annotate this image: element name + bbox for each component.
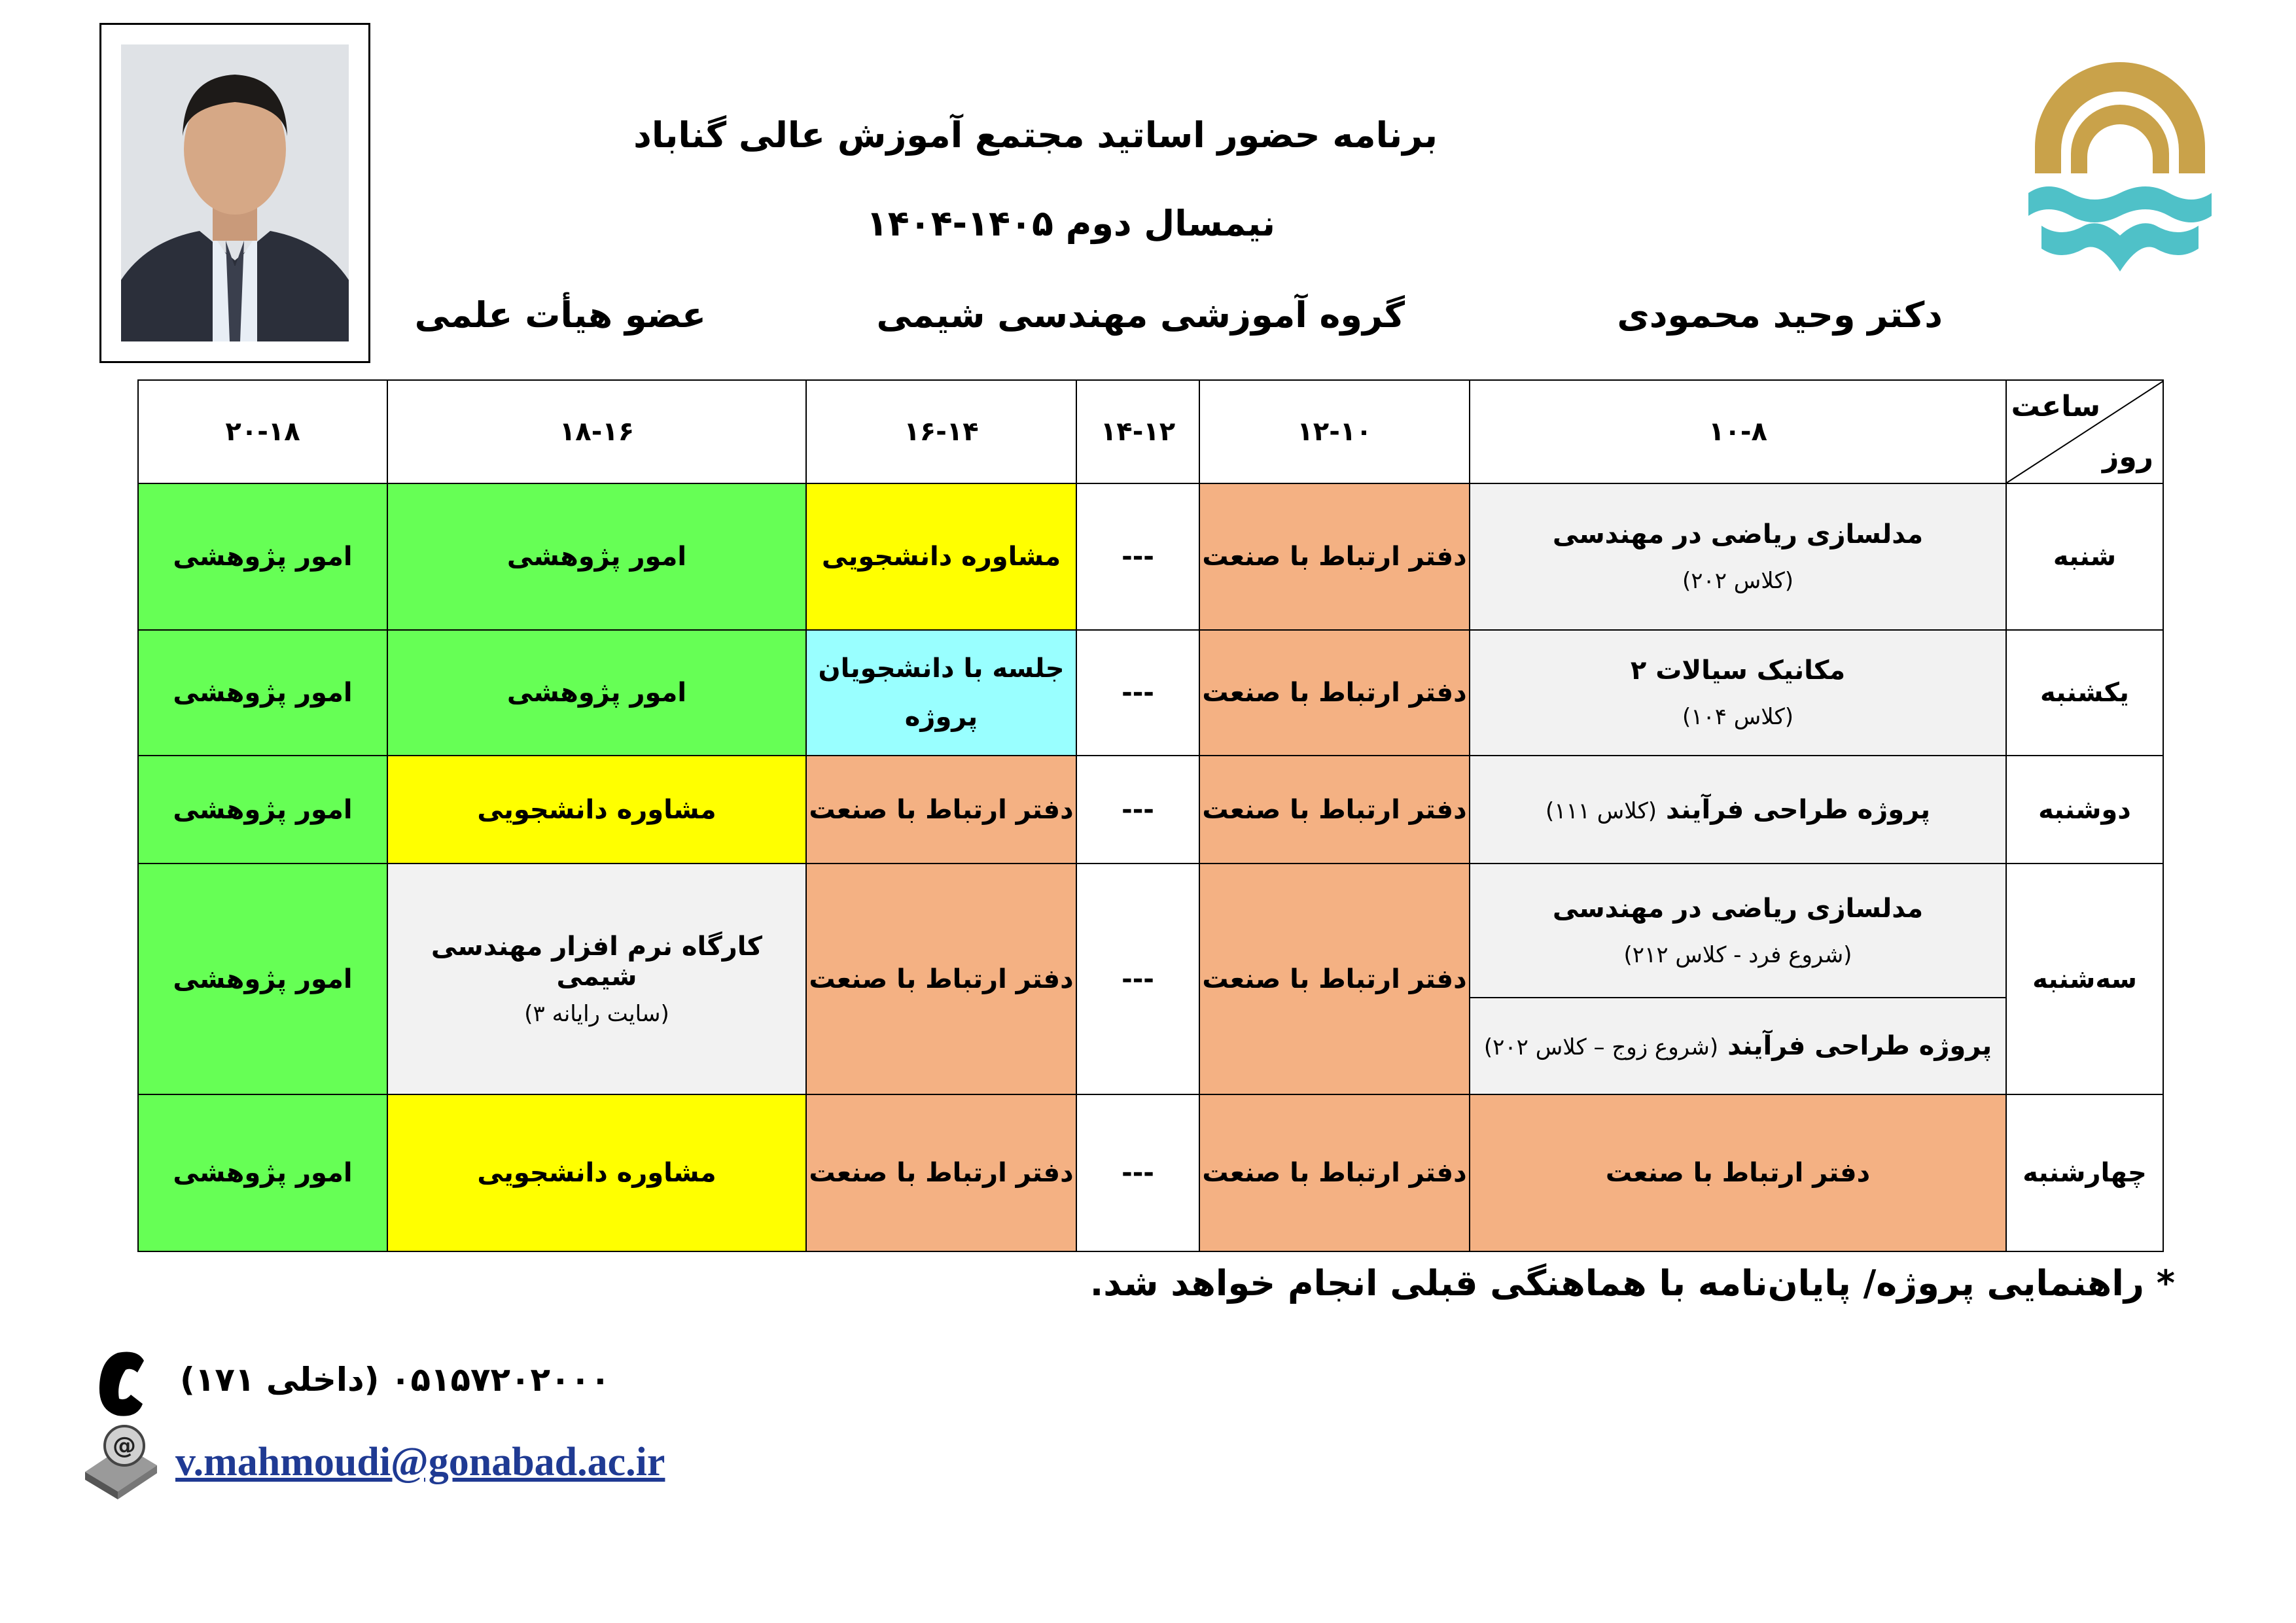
day-cell: سه‌شنبه <box>2006 864 2163 1094</box>
slot-8-10-even <box>1470 998 2006 1094</box>
slot-8-10 <box>1470 483 2006 630</box>
slot-8-10: دفتر ارتباط با صنعت <box>1470 1094 2006 1251</box>
profile-photo <box>99 23 370 363</box>
supervision-note: * راهنمایی پروژه/ پایان‌نامه با هماهنگی قبلی انجام خواهد شد. <box>1089 1263 2175 1304</box>
slot-14-16: دفتر ارتباط با صنعت <box>806 756 1076 864</box>
slot-10-12: دفتر ارتباط با صنعت <box>1199 483 1470 630</box>
meeting-line-2: پروژه <box>904 702 978 732</box>
corner-day-label: روز <box>2102 440 2153 474</box>
instructor-name: دکتر وحید محمودی <box>1617 294 1943 336</box>
schedule-table <box>137 379 2164 1252</box>
slot-10-12: دفتر ارتباط با صنعت <box>1199 630 1470 756</box>
corner-header <box>2006 380 2163 483</box>
course-name: مدلسازی ریاضی در مهندسی <box>1552 893 1924 924</box>
slot-16-18 <box>387 864 806 1094</box>
slot-14-16: دفتر ارتباط با صنعت <box>806 1094 1076 1251</box>
slot-18-20: امور پژوهشی <box>138 1094 387 1251</box>
col-header-12-14: ۱۴-۱۲ <box>1076 380 1199 483</box>
course-name: مدلسازی ریاضی در مهندسی <box>1552 519 1924 550</box>
workshop-name: کارگاه نرم افزار مهندسی شیمی <box>431 931 763 992</box>
course-name: پروژه طراحی فرآیند <box>1727 1031 1992 1061</box>
slot-12-14: --- <box>1076 1094 1199 1251</box>
slot-12-14: --- <box>1076 483 1199 630</box>
col-header-14-16: ۱۶-۱۴ <box>806 380 1076 483</box>
course-name: پروژه طراحی فرآیند <box>1666 794 1931 825</box>
semester-label: نیمسال دوم ۱۴۰۵-۱۴۰۴ <box>866 203 1275 244</box>
workshop-room: (سایت رایانه ۳) <box>524 1000 669 1027</box>
slot-16-18: مشاوره دانشجویی <box>387 756 806 864</box>
page-title: برنامه حضور اساتید مجتمع آموزش عالی گناباد <box>633 114 1438 156</box>
email-link[interactable]: v.mahmoudi@gonabad.ac.ir <box>175 1440 665 1484</box>
corner-hour-label: ساعت <box>2011 390 2100 423</box>
row-monday <box>138 756 2163 864</box>
svg-text:@: @ <box>113 1433 136 1459</box>
slot-18-20: امور پژوهشی <box>138 630 387 756</box>
meeting-line-1: جلسه با دانشجویان <box>818 654 1065 684</box>
slot-10-12: دفتر ارتباط با صنعت <box>1199 1094 1470 1251</box>
slot-8-10 <box>1470 630 2006 756</box>
slot-8-10-odd <box>1470 864 2006 998</box>
slot-10-12: دفتر ارتباط با صنعت <box>1199 864 1470 1094</box>
slot-8-10 <box>1470 756 2006 864</box>
row-tuesday-a <box>138 864 2163 998</box>
slot-14-16 <box>806 630 1076 756</box>
slot-14-16: مشاوره دانشجویی <box>806 483 1076 630</box>
course-room: (کلاس ۱۱۱) <box>1545 797 1657 824</box>
slot-18-20: امور پژوهشی <box>138 756 387 864</box>
day-cell: یکشنبه <box>2006 630 2163 756</box>
course-room: (کلاس ۲۰۲) <box>1682 568 1794 594</box>
slot-12-14: --- <box>1076 630 1199 756</box>
email-icon <box>79 1420 164 1505</box>
col-header-8-10: ۱۰-۸ <box>1470 380 2006 483</box>
course-room: (شروع زوج – کلاس ۲۰۲) <box>1483 1034 1719 1060</box>
slot-18-20: امور پژوهشی <box>138 483 387 630</box>
course-room: (کلاس ۱۰۴) <box>1682 704 1794 730</box>
slot-12-14: --- <box>1076 756 1199 864</box>
position-title: عضو هیأت علمی <box>414 294 706 336</box>
slot-12-14: --- <box>1076 864 1199 1094</box>
portrait-image <box>121 44 349 341</box>
institution-logo <box>2022 62 2218 285</box>
slot-16-18: امور پژوهشی <box>387 483 806 630</box>
row-saturday <box>138 483 2163 630</box>
row-wednesday <box>138 1094 2163 1251</box>
col-header-18-20: ۲۰-۱۸ <box>138 380 387 483</box>
course-name: مکانیک سیالات ۲ <box>1630 655 1846 686</box>
day-cell: شنبه <box>2006 483 2163 630</box>
day-cell: چهارشنبه <box>2006 1094 2163 1251</box>
slot-10-12: دفتر ارتباط با صنعت <box>1199 756 1470 864</box>
phone-icon <box>92 1348 150 1420</box>
course-room: (شروع فرد - کلاس ۲۱۲) <box>1623 941 1852 968</box>
day-cell: دوشنبه <box>2006 756 2163 864</box>
slot-16-18: امور پژوهشی <box>387 630 806 756</box>
slot-16-18: مشاوره دانشجویی <box>387 1094 806 1251</box>
row-sunday <box>138 630 2163 756</box>
slot-18-20: امور پژوهشی <box>138 864 387 1094</box>
department-name: گروه آموزشی مهندسی شیمی <box>876 294 1405 336</box>
col-header-10-12: ۱۲-۱۰ <box>1199 380 1470 483</box>
col-header-16-18: ۱۸-۱۶ <box>387 380 806 483</box>
slot-14-16: دفتر ارتباط با صنعت <box>806 864 1076 1094</box>
phone-number: ۰۵۱۵۷۲۰۲۰۰۰ (داخلی ۱۷۱) <box>180 1361 610 1399</box>
